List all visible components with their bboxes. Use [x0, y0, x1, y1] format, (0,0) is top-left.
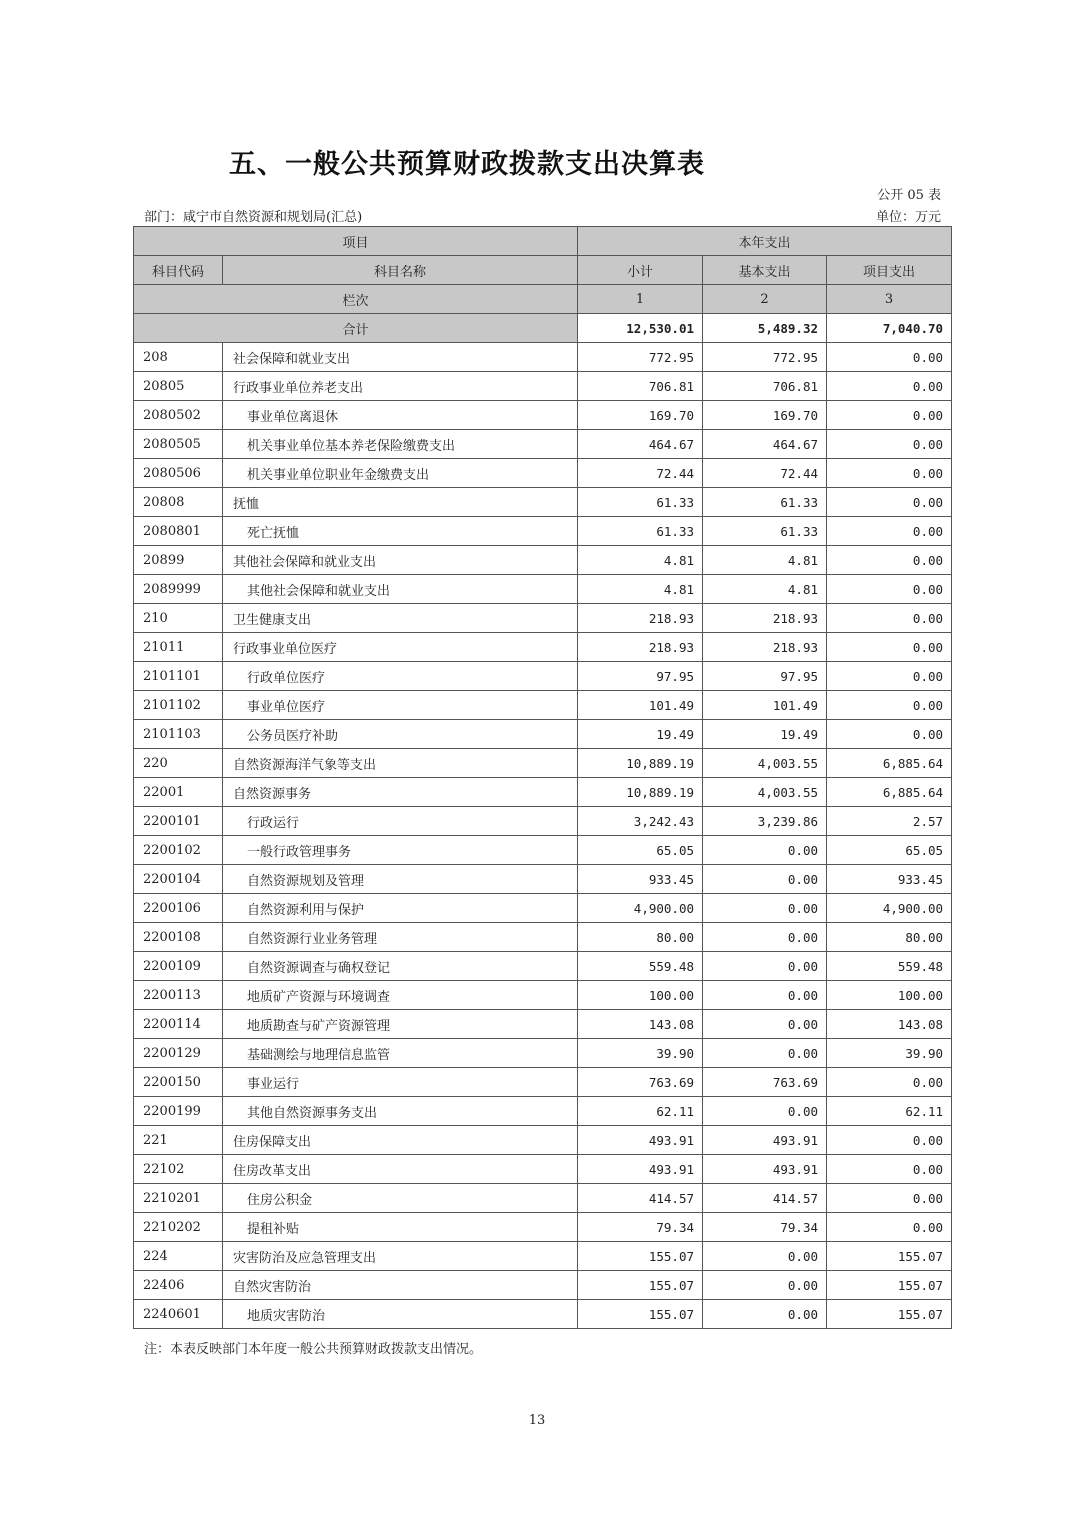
- row-name: 住房改革支出: [223, 1155, 578, 1184]
- row-name: 自然资源行业业务管理: [223, 923, 578, 952]
- row-basic: 0.00: [703, 952, 827, 981]
- row-basic: 218.93: [703, 633, 827, 662]
- row-basic: 3,239.86: [703, 807, 827, 836]
- header-name: 科目名称: [223, 256, 578, 285]
- row-project: 0.00: [827, 575, 952, 604]
- row-subtotal: 218.93: [578, 604, 703, 633]
- total-row: [134, 314, 952, 343]
- row-name: 社会保障和就业支出: [223, 343, 578, 372]
- row-project: 0.00: [827, 604, 952, 633]
- row-name: 行政事业单位养老支出: [223, 372, 578, 401]
- row-project: 80.00: [827, 923, 952, 952]
- table-row: [134, 1271, 952, 1300]
- row-code: 20808: [134, 488, 223, 517]
- row-code: 2080506: [134, 459, 223, 488]
- table-note: 注：本表反映部门本年度一般公共预算财政拨款支出情况。: [144, 1342, 483, 1357]
- row-basic: 0.00: [703, 1039, 827, 1068]
- row-project: 155.07: [827, 1242, 952, 1271]
- row-name: 事业单位医疗: [223, 691, 578, 720]
- row-subtotal: 772.95: [578, 343, 703, 372]
- row-basic: 101.49: [703, 691, 827, 720]
- row-name: 自然资源海洋气象等支出: [223, 749, 578, 778]
- table-row: [134, 1242, 952, 1271]
- expenditure-table: [133, 226, 952, 1329]
- row-name: 自然资源规划及管理: [223, 865, 578, 894]
- row-name: 住房公积金: [223, 1184, 578, 1213]
- row-basic: 0.00: [703, 1010, 827, 1039]
- row-project: 0.00: [827, 546, 952, 575]
- row-basic: 61.33: [703, 517, 827, 546]
- table-row: [134, 1184, 952, 1213]
- row-subtotal: 4.81: [578, 575, 703, 604]
- row-name: 事业运行: [223, 1068, 578, 1097]
- row-subtotal: 3,242.43: [578, 807, 703, 836]
- row-project: 0.00: [827, 343, 952, 372]
- row-subtotal: 143.08: [578, 1010, 703, 1039]
- row-name: 自然资源调查与确权登记: [223, 952, 578, 981]
- row-code: 210: [134, 604, 223, 633]
- row-project: 0.00: [827, 720, 952, 749]
- row-name: 行政事业单位医疗: [223, 633, 578, 662]
- row-subtotal: 62.11: [578, 1097, 703, 1126]
- row-name: 行政单位医疗: [223, 662, 578, 691]
- row-subtotal: 155.07: [578, 1300, 703, 1329]
- header-code: 科目代码: [134, 256, 223, 285]
- row-basic: 772.95: [703, 343, 827, 372]
- row-project: 143.08: [827, 1010, 952, 1039]
- row-code: 2080801: [134, 517, 223, 546]
- row-code: 21011: [134, 633, 223, 662]
- row-subtotal: 559.48: [578, 952, 703, 981]
- table-row: [134, 894, 952, 923]
- page-title: 五、一般公共预算财政拨款支出决算表: [229, 149, 705, 180]
- row-code: 2200114: [134, 1010, 223, 1039]
- table-row: [134, 488, 952, 517]
- row-basic: 493.91: [703, 1155, 827, 1184]
- row-project: 0.00: [827, 1155, 952, 1184]
- row-code: 2200199: [134, 1097, 223, 1126]
- row-project: 4,900.00: [827, 894, 952, 923]
- row-name: 其他社会保障和就业支出: [223, 575, 578, 604]
- row-code: 2200102: [134, 836, 223, 865]
- row-subtotal: 933.45: [578, 865, 703, 894]
- row-code: 208: [134, 343, 223, 372]
- table-row: [134, 1010, 952, 1039]
- row-code: 221: [134, 1126, 223, 1155]
- table-row: [134, 1097, 952, 1126]
- row-project: 0.00: [827, 1126, 952, 1155]
- row-name: 住房保障支出: [223, 1126, 578, 1155]
- row-name: 地质灾害防治: [223, 1300, 578, 1329]
- header-row-1: [134, 227, 952, 256]
- row-name: 机关事业单位基本养老保险缴费支出: [223, 430, 578, 459]
- table-row: [134, 691, 952, 720]
- row-basic: 0.00: [703, 1271, 827, 1300]
- row-basic: 0.00: [703, 836, 827, 865]
- row-basic: 0.00: [703, 1097, 827, 1126]
- header-basic: 基本支出: [703, 256, 827, 285]
- row-basic: 493.91: [703, 1126, 827, 1155]
- row-code: 2200113: [134, 981, 223, 1010]
- row-name: 卫生健康支出: [223, 604, 578, 633]
- row-basic: 0.00: [703, 981, 827, 1010]
- column-index-2: 2: [703, 285, 827, 314]
- page-number: 13: [528, 1413, 546, 1428]
- row-code: 20805: [134, 372, 223, 401]
- row-basic: 0.00: [703, 1242, 827, 1271]
- row-subtotal: 100.00: [578, 981, 703, 1010]
- row-basic: 4.81: [703, 546, 827, 575]
- row-basic: 0.00: [703, 1300, 827, 1329]
- table-code: 公开 05 表: [877, 188, 941, 203]
- table-row: [134, 1300, 952, 1329]
- header-row-2: [134, 256, 952, 285]
- row-code: 2240601: [134, 1300, 223, 1329]
- table-row: [134, 1068, 952, 1097]
- table-row: [134, 1039, 952, 1068]
- row-code: 2101101: [134, 662, 223, 691]
- row-subtotal: 414.57: [578, 1184, 703, 1213]
- row-project: 0.00: [827, 1213, 952, 1242]
- row-code: 224: [134, 1242, 223, 1271]
- row-subtotal: 80.00: [578, 923, 703, 952]
- table-row: [134, 1213, 952, 1242]
- row-subtotal: 10,889.19: [578, 749, 703, 778]
- row-name: 灾害防治及应急管理支出: [223, 1242, 578, 1271]
- row-name: 地质矿产资源与环境调查: [223, 981, 578, 1010]
- table-row: [134, 981, 952, 1010]
- table-row: [134, 720, 952, 749]
- row-subtotal: 464.67: [578, 430, 703, 459]
- row-code: 22406: [134, 1271, 223, 1300]
- row-basic: 72.44: [703, 459, 827, 488]
- row-code: 2200109: [134, 952, 223, 981]
- row-subtotal: 61.33: [578, 517, 703, 546]
- table-row: [134, 662, 952, 691]
- table-row: [134, 778, 952, 807]
- row-project: 6,885.64: [827, 778, 952, 807]
- row-name: 自然灾害防治: [223, 1271, 578, 1300]
- row-code: 2210201: [134, 1184, 223, 1213]
- row-basic: 19.49: [703, 720, 827, 749]
- table-row: [134, 459, 952, 488]
- row-name: 一般行政管理事务: [223, 836, 578, 865]
- row-name: 机关事业单位职业年金缴费支出: [223, 459, 578, 488]
- table-row: [134, 952, 952, 981]
- row-name: 其他社会保障和就业支出: [223, 546, 578, 575]
- row-project: 100.00: [827, 981, 952, 1010]
- row-code: 220: [134, 749, 223, 778]
- table-row: [134, 1155, 952, 1184]
- row-project: 6,885.64: [827, 749, 952, 778]
- row-subtotal: 169.70: [578, 401, 703, 430]
- row-name: 自然资源事务: [223, 778, 578, 807]
- row-basic: 169.70: [703, 401, 827, 430]
- table-row: [134, 517, 952, 546]
- row-basic: 464.67: [703, 430, 827, 459]
- row-name: 死亡抚恤: [223, 517, 578, 546]
- row-basic: 61.33: [703, 488, 827, 517]
- row-code: 22001: [134, 778, 223, 807]
- table-row: [134, 430, 952, 459]
- row-code: 2200106: [134, 894, 223, 923]
- row-subtotal: 493.91: [578, 1155, 703, 1184]
- header-subtotal: 小计: [578, 256, 703, 285]
- table-row: [134, 575, 952, 604]
- row-basic: 4,003.55: [703, 778, 827, 807]
- total-project: 7,040.70: [827, 314, 952, 343]
- row-subtotal: 10,889.19: [578, 778, 703, 807]
- row-project: 0.00: [827, 633, 952, 662]
- row-code: 2101103: [134, 720, 223, 749]
- row-project: 0.00: [827, 1068, 952, 1097]
- row-project: 933.45: [827, 865, 952, 894]
- row-subtotal: 763.69: [578, 1068, 703, 1097]
- row-code: 2210202: [134, 1213, 223, 1242]
- row-basic: 79.34: [703, 1213, 827, 1242]
- table-row: [134, 401, 952, 430]
- row-basic: 414.57: [703, 1184, 827, 1213]
- row-subtotal: 155.07: [578, 1242, 703, 1271]
- row-project: 0.00: [827, 691, 952, 720]
- column-index-1: 1: [578, 285, 703, 314]
- table-row: [134, 633, 952, 662]
- row-project: 0.00: [827, 430, 952, 459]
- column-index-3: 3: [827, 285, 952, 314]
- row-basic: 0.00: [703, 865, 827, 894]
- row-subtotal: 72.44: [578, 459, 703, 488]
- row-basic: 4.81: [703, 575, 827, 604]
- row-subtotal: 19.49: [578, 720, 703, 749]
- row-project: 2.57: [827, 807, 952, 836]
- total-basic: 5,489.32: [703, 314, 827, 343]
- row-subtotal: 65.05: [578, 836, 703, 865]
- row-basic: 97.95: [703, 662, 827, 691]
- row-subtotal: 61.33: [578, 488, 703, 517]
- table-row: [134, 807, 952, 836]
- table-row: [134, 604, 952, 633]
- row-subtotal: 4.81: [578, 546, 703, 575]
- row-code: 2080502: [134, 401, 223, 430]
- row-basic: 706.81: [703, 372, 827, 401]
- row-name: 地质勘查与矿产资源管理: [223, 1010, 578, 1039]
- table-row: [134, 865, 952, 894]
- row-subtotal: 97.95: [578, 662, 703, 691]
- row-project: 155.07: [827, 1300, 952, 1329]
- row-subtotal: 155.07: [578, 1271, 703, 1300]
- row-subtotal: 4,900.00: [578, 894, 703, 923]
- row-code: 2089999: [134, 575, 223, 604]
- total-label: 合计: [134, 314, 578, 343]
- table-row: [134, 343, 952, 372]
- row-project: 39.90: [827, 1039, 952, 1068]
- row-subtotal: 39.90: [578, 1039, 703, 1068]
- row-project: 62.11: [827, 1097, 952, 1126]
- row-name: 提租补贴: [223, 1213, 578, 1242]
- row-basic: 0.00: [703, 894, 827, 923]
- table-row: [134, 749, 952, 778]
- table-row: [134, 836, 952, 865]
- table-row: [134, 1126, 952, 1155]
- row-basic: 0.00: [703, 923, 827, 952]
- row-name: 其他自然资源事务支出: [223, 1097, 578, 1126]
- row-subtotal: 218.93: [578, 633, 703, 662]
- department-label: 部门：咸宁市自然资源和规划局(汇总): [144, 210, 363, 225]
- row-subtotal: 706.81: [578, 372, 703, 401]
- row-project: 0.00: [827, 401, 952, 430]
- row-name: 公务员医疗补助: [223, 720, 578, 749]
- row-code: 2200104: [134, 865, 223, 894]
- header-project: 项目: [134, 227, 578, 256]
- row-project: 65.05: [827, 836, 952, 865]
- row-project: 155.07: [827, 1271, 952, 1300]
- column-index-label: 栏次: [134, 285, 578, 314]
- column-index-row: [134, 285, 952, 314]
- row-basic: 763.69: [703, 1068, 827, 1097]
- total-subtotal: 12,530.01: [578, 314, 703, 343]
- header-project-exp: 项目支出: [827, 256, 952, 285]
- row-project: 0.00: [827, 517, 952, 546]
- row-project: 0.00: [827, 662, 952, 691]
- table-row: [134, 372, 952, 401]
- row-subtotal: 101.49: [578, 691, 703, 720]
- row-name: 基础测绘与地理信息监管: [223, 1039, 578, 1068]
- row-project: 0.00: [827, 1184, 952, 1213]
- row-subtotal: 493.91: [578, 1126, 703, 1155]
- row-code: 20899: [134, 546, 223, 575]
- row-project: 0.00: [827, 372, 952, 401]
- row-code: 2200129: [134, 1039, 223, 1068]
- row-project: 559.48: [827, 952, 952, 981]
- row-name: 行政运行: [223, 807, 578, 836]
- row-code: 2200150: [134, 1068, 223, 1097]
- table-row: [134, 546, 952, 575]
- row-code: 2080505: [134, 430, 223, 459]
- row-project: 0.00: [827, 488, 952, 517]
- row-basic: 4,003.55: [703, 749, 827, 778]
- row-code: 22102: [134, 1155, 223, 1184]
- row-name: 抚恤: [223, 488, 578, 517]
- row-code: 2200101: [134, 807, 223, 836]
- row-basic: 218.93: [703, 604, 827, 633]
- row-code: 2101102: [134, 691, 223, 720]
- table-row: [134, 923, 952, 952]
- unit-label: 单位：万元: [875, 210, 941, 225]
- row-subtotal: 79.34: [578, 1213, 703, 1242]
- row-code: 2200108: [134, 923, 223, 952]
- header-current-year: 本年支出: [578, 227, 952, 256]
- row-name: 自然资源利用与保护: [223, 894, 578, 923]
- row-project: 0.00: [827, 459, 952, 488]
- row-name: 事业单位离退休: [223, 401, 578, 430]
